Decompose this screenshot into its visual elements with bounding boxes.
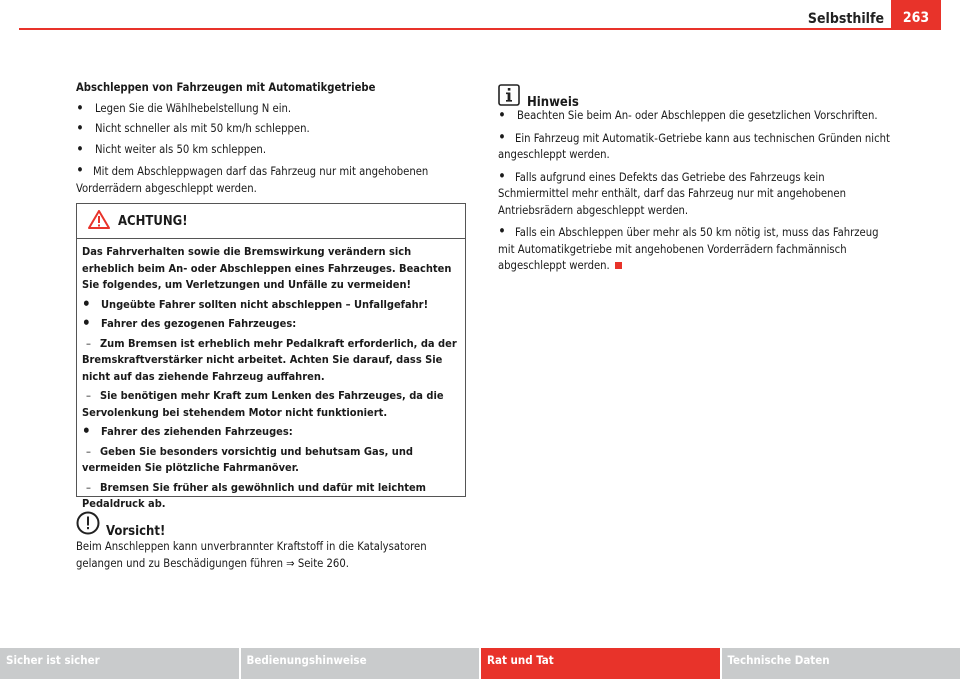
dash-marker: – bbox=[86, 480, 91, 494]
tab-sicher-ist-sicher[interactable]: Sicher ist sicher bbox=[0, 648, 241, 679]
warning-header bbox=[77, 204, 465, 239]
list-item: • Nicht schneller als mit 50 km/h schleppen. bbox=[76, 121, 466, 138]
sub-item bbox=[82, 336, 460, 386]
list-item: • Legen Sie die Wählhebelstellung N ein. bbox=[76, 101, 466, 118]
list-item-text: Falls ein Abschleppen über mehr als 50 km nötig ist, muss das Fahrzeug mit Automatikgetriebe mit angehobenen Vorderrädern fachmännisch abgeschleppt werden. bbox=[498, 226, 879, 272]
list-item: • Beachten Sie beim An- oder Abschleppen die gesetzlichen Vorschriften. bbox=[498, 108, 890, 125]
warning-body bbox=[77, 239, 465, 513]
tab-bedienungshinweise[interactable]: Bedienungshinweise bbox=[241, 648, 482, 679]
automatic-towing-section bbox=[76, 80, 466, 201]
section-title: Selbsthilfe bbox=[807, 11, 884, 27]
list-item: • Fahrer des ziehenden Fahrzeuges: bbox=[82, 424, 460, 441]
sub-item-text: Zum Bremsen ist erheblich mehr Pedalkraft erforderlich, da der Bremskraftverstärker nicht arbeitet. Achten Sie darauf, dass Sie nicht auf das ziehende Fahrzeug auffahren. bbox=[82, 336, 457, 383]
footer-nav bbox=[0, 648, 960, 679]
tab-technische-daten[interactable]: Technische Daten bbox=[722, 648, 960, 679]
sub-item bbox=[82, 388, 460, 421]
tab-rat-und-tat[interactable]: Rat und Tat bbox=[481, 648, 722, 679]
list-item bbox=[498, 223, 890, 275]
notice-header bbox=[76, 511, 165, 539]
section-heading: Abschleppen von Fahrzeugen mit Automatikgetriebe bbox=[76, 81, 376, 94]
sub-item-text: Sie benötigen mehr Kraft zum Lenken des Fahrzeuges, da die Servolenkung bei stehendem Motor nicht funktioniert. bbox=[82, 389, 444, 419]
page-number: 263 bbox=[891, 0, 941, 28]
header-rule bbox=[19, 28, 941, 30]
sub-item-text: Bremsen Sie früher als gewöhnlich und dafür mit leichtem Pedaldruck ab. bbox=[82, 480, 426, 510]
sub-item bbox=[82, 480, 460, 513]
list-item: • Ein Fahrzeug mit Automatik-Getriebe kann aus technischen Gründen nicht angeschleppt werden. bbox=[498, 129, 890, 164]
hint-body bbox=[498, 108, 890, 279]
notice-text: Beim Anschleppen kann unverbrannter Kraftstoff in die Katalysatoren gelangen und zu Beschädigungen führen ⇒ Seite 260. bbox=[76, 540, 427, 570]
section-end-icon bbox=[615, 262, 622, 269]
warning-intro: Das Fahrverhalten sowie die Bremswirkung verändern sich erheblich beim An- oder Abschleppen eines Fahrzeuges. Beachten Sie folgendes, um Verletzungen und Unfälle zu vermeiden! bbox=[82, 245, 452, 291]
list-item: • Ungeübte Fahrer sollten nicht abschleppen – Unfallgefahr! bbox=[82, 297, 460, 314]
warning-triangle-icon bbox=[88, 210, 110, 233]
list-item: • Falls aufgrund eines Defekts das Getriebe des Fahrzeugs kein Schmiermittel mehr enthält, darf das Fahrzeug nur mit angehobenen Antriebsrädern abgeschleppt werden. bbox=[498, 168, 890, 220]
sub-item-text: Geben Sie besonders vorsichtig und behutsam Gas, und vermeiden Sie plötzliche Fahrmanöver. bbox=[82, 444, 413, 474]
sub-item bbox=[82, 444, 460, 477]
hint-title: Hinweis bbox=[527, 95, 579, 110]
notice-title: Vorsicht! bbox=[106, 523, 166, 539]
list-item: • Fahrer des gezogenen Fahrzeuges: bbox=[82, 316, 460, 333]
list-item: • Mit dem Abschleppwagen darf das Fahrzeug nur mit angehobenen Vorderrädern abgeschleppt werden. bbox=[76, 162, 466, 197]
hint-header bbox=[498, 84, 579, 110]
dash-marker: – bbox=[86, 444, 91, 458]
dash-marker: – bbox=[86, 389, 91, 402]
list-item: • Nicht weiter als 50 km schleppen. bbox=[76, 142, 466, 159]
warning-title: ACHTUNG! bbox=[118, 213, 188, 229]
dash-marker: – bbox=[86, 336, 91, 350]
warning-box bbox=[76, 203, 466, 510]
exclamation-icon bbox=[76, 511, 100, 539]
